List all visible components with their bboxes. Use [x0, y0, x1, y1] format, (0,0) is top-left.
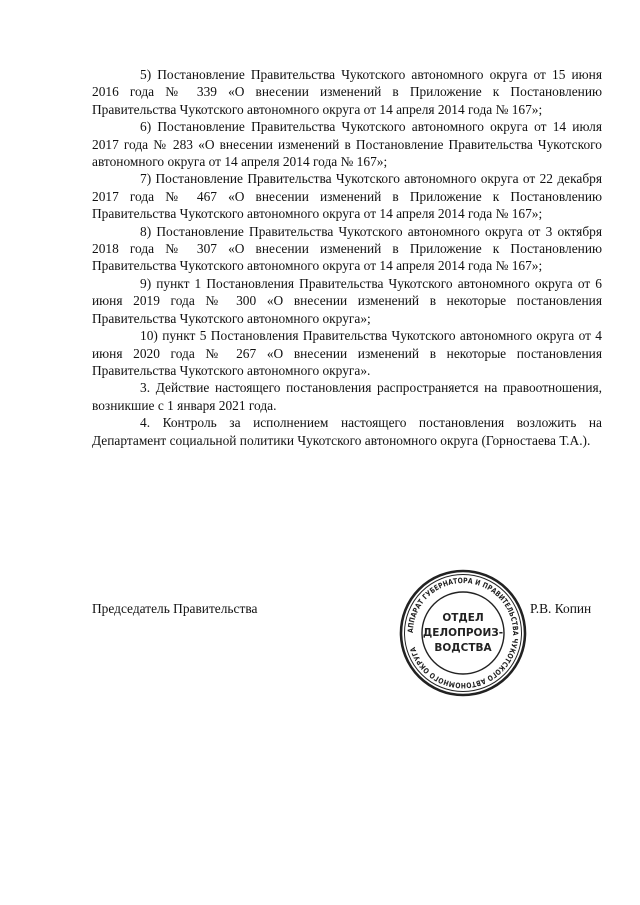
list-item-10: 10) пункт 5 Постановления Правительства Чукотского автономного округа от 4 июня 2020 года № 267 «О внесении изменений в некоторые постановления Правительства Чукотского автономного округа». — [92, 328, 602, 378]
stamp-ring-text: АППАРАТ ГУБЕРНАТОРА И ПРАВИТЕЛЬСТВА ЧУКОТСКОГО АВТОНОМНОГО ОКРУГА — [405, 575, 521, 691]
signatory-title: Председатель Правительства — [92, 601, 258, 616]
list-item-7: 7) Постановление Правительства Чукотского автономного округа от 22 декабря 2017 года № 467 «О внесении изменений в Приложение к Постановлению Правительства Чукотского автономного округа от 14 апреля 2014 года № 167»; — [92, 171, 602, 222]
clause-3: 3. Действие настоящего постановления распространяется на правоотношения, возникшие с 1 января 2021 года. — [92, 380, 602, 413]
list-item-5: 5) Постановление Правительства Чукотского автономного округа от 15 июня 2016 года № 339 «О внесении изменений в Приложение к Постановлению Правительства Чукотского автономного округа от 14 апреля 2014 года № 167»; — [92, 67, 602, 117]
document-body — [92, 66, 602, 449]
list-item-9: 9) пункт 1 Постановления Правительства Чукотского автономного округа от 6 июня 2019 года № 300 «О внесении изменений в некоторые постановления Правительства Чукотского автономного округа»; — [92, 275, 602, 326]
list-item-8: 8) Постановление Правительства Чукотского автономного округа от 3 октября 2018 года № 307 «О внесении изменений в Приложение к Постановлению Правительства Чукотского автономного округа от 14 апреля 2014 года № 167»; — [92, 223, 602, 274]
stamp-line-3: ВОДСТВА — [434, 642, 492, 654]
stamp-line-1: ОТДЕЛ — [442, 612, 484, 624]
office-stamp — [398, 568, 528, 698]
clause-4: 4. Контроль за исполнением настоящего постановления возложить на Департамент социальной политики Чукотского автономного округа (Горностаева Т.А.). — [92, 415, 602, 448]
stamp-line-2: ДЕЛОПРОИЗ- — [422, 627, 504, 639]
list-item-6: 6) Постановление Правительства Чукотского автономного округа от 14 июля 2017 года № 283 «О внесении изменений в Постановление Правительства Чукотского автономного округа от 14 апреля 2014 года № 167»; — [92, 119, 602, 170]
signatory-name: Р.В. Копин — [530, 601, 592, 616]
stamp-seal-icon — [398, 568, 528, 698]
